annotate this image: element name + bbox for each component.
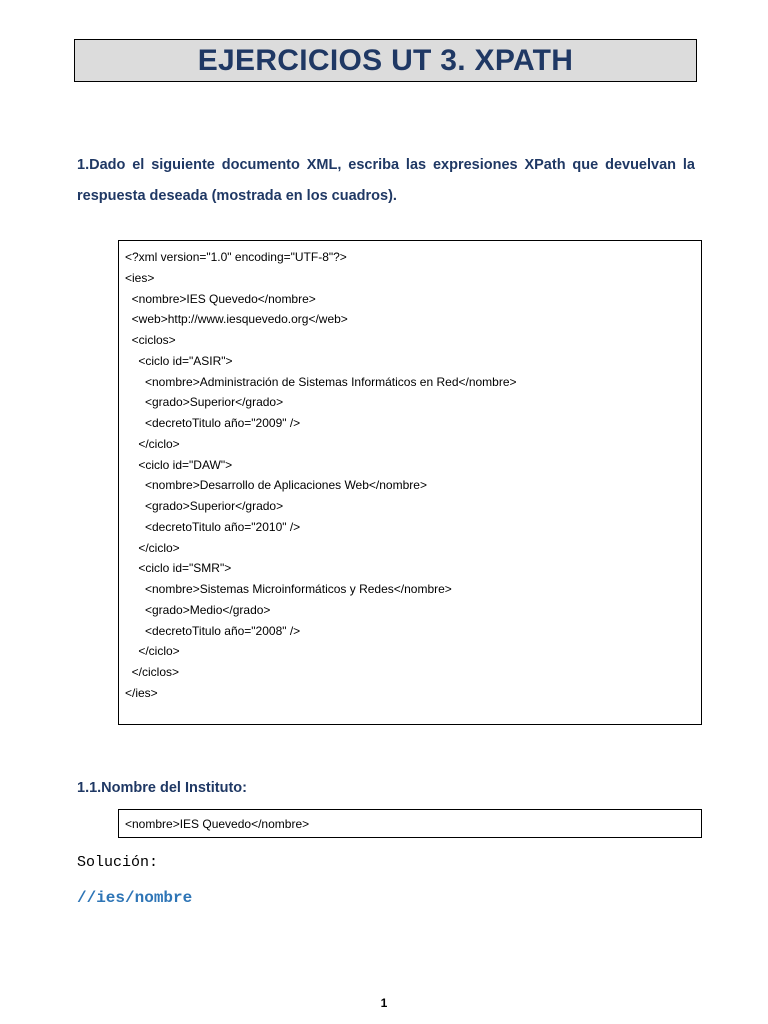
xml-line: <ciclos>	[125, 333, 176, 347]
xml-line: <decretoTitulo año="2008" />	[125, 623, 301, 638]
subquestion-heading: 1.1.Nombre del Instituto:	[77, 780, 247, 796]
xml-line: <ciclo id="DAW">	[125, 457, 233, 472]
xml-line: <nombre>Administración de Sistemas Informáticos en Red</nombre>	[125, 374, 517, 389]
xml-line: <ciclo id="ASIR">	[125, 353, 233, 368]
expected-result-text: <nombre>IES Quevedo</nombre>	[125, 816, 310, 831]
solution-label: Solución:	[77, 854, 159, 871]
xml-line: <?xml version="1.0" encoding="UTF-8"?>	[125, 250, 347, 264]
xml-line: </ciclo>	[125, 436, 180, 451]
xml-line: <ciclo id="SMR">	[125, 561, 232, 576]
xml-code-box	[118, 240, 702, 725]
xml-line: </ciclo>	[125, 644, 180, 659]
xml-line: </ciclos>	[125, 665, 180, 679]
xml-line: <decretoTitulo año="2010" />	[125, 519, 301, 534]
xml-line: <grado>Superior</grado>	[125, 499, 284, 513]
question-text: 1.Dado el siguiente documento XML, escriba las expresiones XPath que devuelvan la respuesta deseada (mostrada en los cuadros).	[77, 157, 695, 204]
title-box	[74, 39, 697, 82]
xml-line: </ciclo>	[125, 540, 180, 555]
xml-line: <grado>Superior</grado>	[125, 395, 284, 410]
page-number: 1	[380, 996, 388, 1010]
xml-line: <ies>	[125, 270, 155, 285]
xml-line: </ies>	[125, 685, 158, 700]
solution-value: //ies/nombre	[77, 889, 193, 907]
page-title: EJERCICIOS UT 3. XPATH	[197, 43, 574, 77]
xml-line: <web>http://www.iesquevedo.org</web>	[125, 312, 348, 327]
xml-line: <grado>Medio</grado>	[125, 602, 271, 617]
xml-line: <nombre>Desarrollo de Aplicaciones Web</nombre>	[125, 478, 427, 493]
xml-line: <nombre>IES Quevedo</nombre>	[125, 291, 316, 306]
expected-result-box	[118, 809, 702, 838]
xml-line: <decretoTitulo año="2009" />	[125, 416, 301, 430]
xml-line: <nombre>Sistemas Microinformáticos y Redes</nombre>	[125, 582, 452, 596]
